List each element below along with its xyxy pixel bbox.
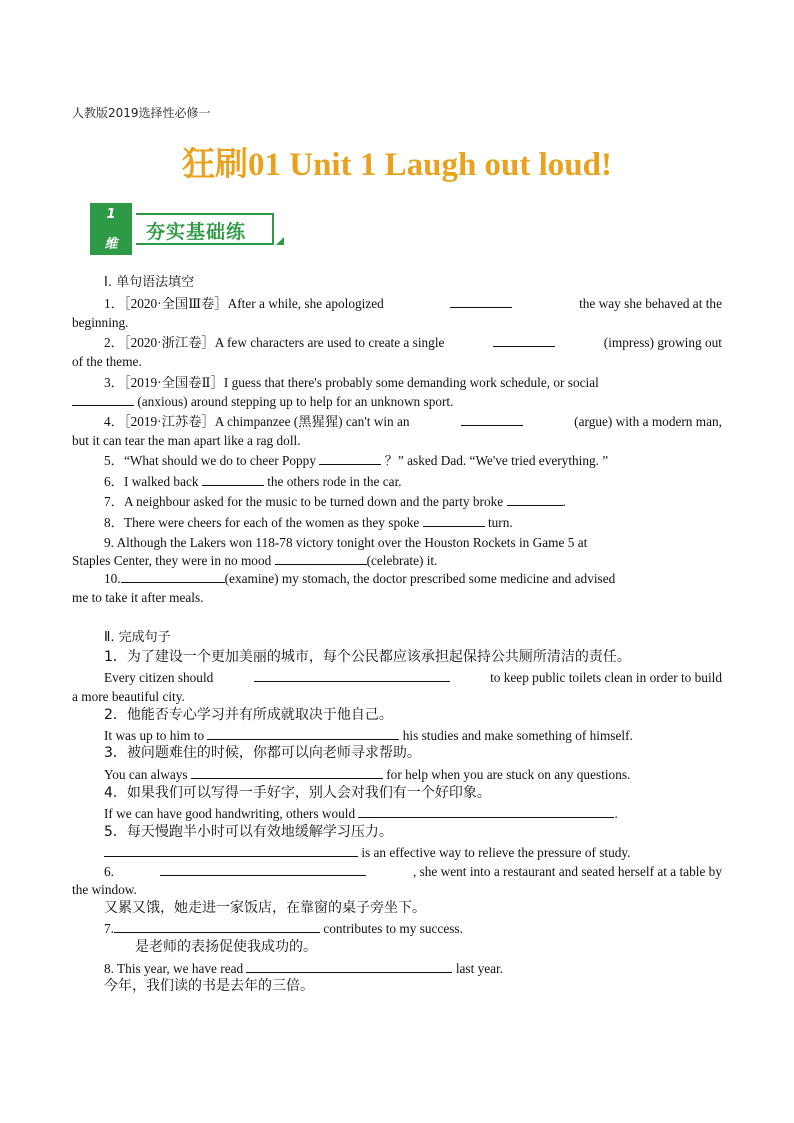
sentence-7-chinese: 是老师的表扬促使我成功的。	[135, 939, 317, 955]
badge-label: 夯实基础练	[146, 221, 247, 243]
answer-blank[interactable]	[423, 513, 485, 527]
sentence-5	[104, 843, 754, 862]
sentence-text: .	[614, 806, 618, 821]
sentence-1-cont: a more beautiful city.	[72, 689, 185, 704]
sentence-1	[104, 668, 722, 687]
sentence-text: contributes to my success.	[323, 921, 463, 936]
answer-blank[interactable]	[275, 551, 367, 565]
question-text: 4．［2019·江苏卷］A chimpanzee (黑猩猩) can't win an	[104, 414, 410, 429]
sentence-5-chinese: 5．每天慢跑半小时可以有效地缓解学习压力。	[104, 824, 393, 840]
sentence-3-chinese: 3．被问题难住的时候，你都可以向老师寻求帮助。	[104, 745, 421, 761]
sentence-2	[104, 726, 754, 745]
answer-blank[interactable]	[358, 804, 614, 818]
question-text: (impress) growing out	[603, 335, 722, 350]
question-9-cont	[72, 551, 722, 570]
question-text: 10.	[104, 571, 121, 586]
sentence-text: last year.	[455, 961, 504, 976]
sentence-text: for help when you are stuck on any questions.	[386, 767, 631, 782]
question-2	[104, 333, 722, 352]
sentence-4	[104, 804, 754, 823]
answer-blank[interactable]	[72, 392, 134, 406]
answer-blank[interactable]	[450, 294, 512, 308]
sentence-text: is an effective way to relieve the pressure of study.	[361, 845, 631, 860]
sentence-text: It was up to him to	[104, 728, 205, 743]
question-5	[104, 451, 754, 470]
question-3-cont	[72, 392, 722, 411]
question-10-cont: me to take it after meals.	[72, 590, 204, 605]
question-text: 2．［2020·浙江卷］A few characters are used to create a single	[104, 335, 445, 350]
question-text: Staples Center, they were in no mood	[72, 553, 272, 568]
section-badge	[90, 203, 286, 255]
badge-corner-icon	[276, 237, 284, 245]
question-text: (celebrate) it.	[366, 553, 438, 568]
sentence-8-chinese: 今年，我们读的书是去年的三倍。	[104, 978, 314, 994]
question-2-cont: of the theme.	[72, 354, 142, 369]
question-4	[104, 412, 722, 431]
question-9: 9. Although the Lakers won 118-78 victory tonight over the Houston Rockets in Game 5 at	[104, 535, 588, 550]
answer-blank[interactable]	[114, 919, 320, 933]
question-3: 3．［2019·全国卷Ⅱ］I guess that there's probably some demanding work schedule, or social	[104, 375, 599, 390]
sentence-1-chinese: 1．为了建设一个更加美丽的城市，每个公民都应该承担起保持公共厕所清洁的责任。	[104, 649, 631, 665]
question-8	[104, 513, 754, 532]
question-text: 7．A neighbour asked for the music to be turned down and the party broke	[104, 494, 504, 509]
sentence-text: Every citizen should	[104, 670, 214, 685]
badge-number: 1	[106, 207, 116, 222]
sentence-7	[104, 919, 754, 938]
badge-unit: 维	[104, 237, 118, 252]
question-text: 6．I walked back	[104, 474, 199, 489]
answer-blank[interactable]	[121, 569, 225, 583]
answer-blank[interactable]	[507, 492, 563, 506]
question-6	[104, 472, 754, 491]
sentence-6	[104, 862, 722, 881]
question-10	[104, 569, 754, 588]
question-text: turn.	[487, 515, 513, 530]
sentence-text: You can always	[104, 767, 188, 782]
question-text: 5．“What should we do to cheer Poppy	[104, 453, 316, 468]
question-text: 8．There were cheers for each of the women as they spoke	[104, 515, 420, 530]
badge-label-box	[136, 213, 274, 245]
sentence-6-cont: the window.	[72, 882, 137, 897]
question-text: ？” asked Dad. “We've tried everything. ”	[384, 453, 609, 468]
sentence-text: 8. This year, we have read	[104, 961, 244, 976]
answer-blank[interactable]	[104, 843, 358, 857]
answer-blank[interactable]	[207, 726, 399, 740]
question-text: the others rode in the car.	[267, 474, 402, 489]
question-text: the way she behaved at the	[579, 296, 722, 311]
answer-blank[interactable]	[202, 472, 264, 486]
question-1-cont: beginning.	[72, 315, 129, 330]
section-heading-sentences: Ⅱ. 完成句子	[104, 630, 171, 645]
sentence-text: , she went into a restaurant and seated herself at a table by	[412, 864, 722, 879]
badge-number-box	[90, 203, 132, 255]
answer-blank[interactable]	[254, 668, 450, 682]
sentence-text: 7.	[104, 921, 114, 936]
sentence-text: 6.	[104, 864, 114, 879]
sentence-3	[104, 765, 754, 784]
question-text: 1．［2020·全国Ⅲ卷］After a while, she apologized	[104, 296, 384, 311]
sentence-text: If we can have good handwriting, others would	[104, 806, 356, 821]
answer-blank[interactable]	[160, 862, 366, 876]
sentence-4-chinese: 4．如果我们可以写得一手好字，别人会对我们有一个好印象。	[104, 785, 491, 801]
answer-blank[interactable]	[319, 451, 381, 465]
sentence-text: his studies and make something of himself.	[402, 728, 633, 743]
answer-blank[interactable]	[246, 959, 452, 973]
sentence-text: to keep public toilets clean in order to build	[490, 670, 722, 685]
sentence-8	[104, 959, 754, 978]
question-4-cont: but it can tear the man apart like a rag doll.	[72, 433, 301, 448]
question-1	[104, 294, 722, 313]
edition-label: 人教版2019选择性必修一	[72, 106, 211, 120]
section-heading-grammar: Ⅰ. 单句语法填空	[104, 275, 195, 290]
sentence-6-chinese: 又累又饿，她走进一家饭店，在靠窗的桌子旁坐下。	[104, 900, 426, 916]
question-text: .	[562, 494, 566, 509]
question-text: (examine) my stomach, the doctor prescribed some medicine and advised	[224, 571, 616, 586]
answer-blank[interactable]	[191, 765, 383, 779]
question-text: (argue) with a modern man,	[574, 414, 722, 429]
question-text: (anxious) around stepping up to help for an unknown sport.	[137, 394, 454, 409]
answer-blank[interactable]	[493, 333, 555, 347]
sentence-2-chinese: 2．他能否专心学习并有所成就取决于他自己。	[104, 707, 393, 723]
answer-blank[interactable]	[461, 412, 523, 426]
question-7	[104, 492, 754, 511]
page-title: 狂刷01 Unit 1 Laugh out loud!	[181, 147, 612, 183]
